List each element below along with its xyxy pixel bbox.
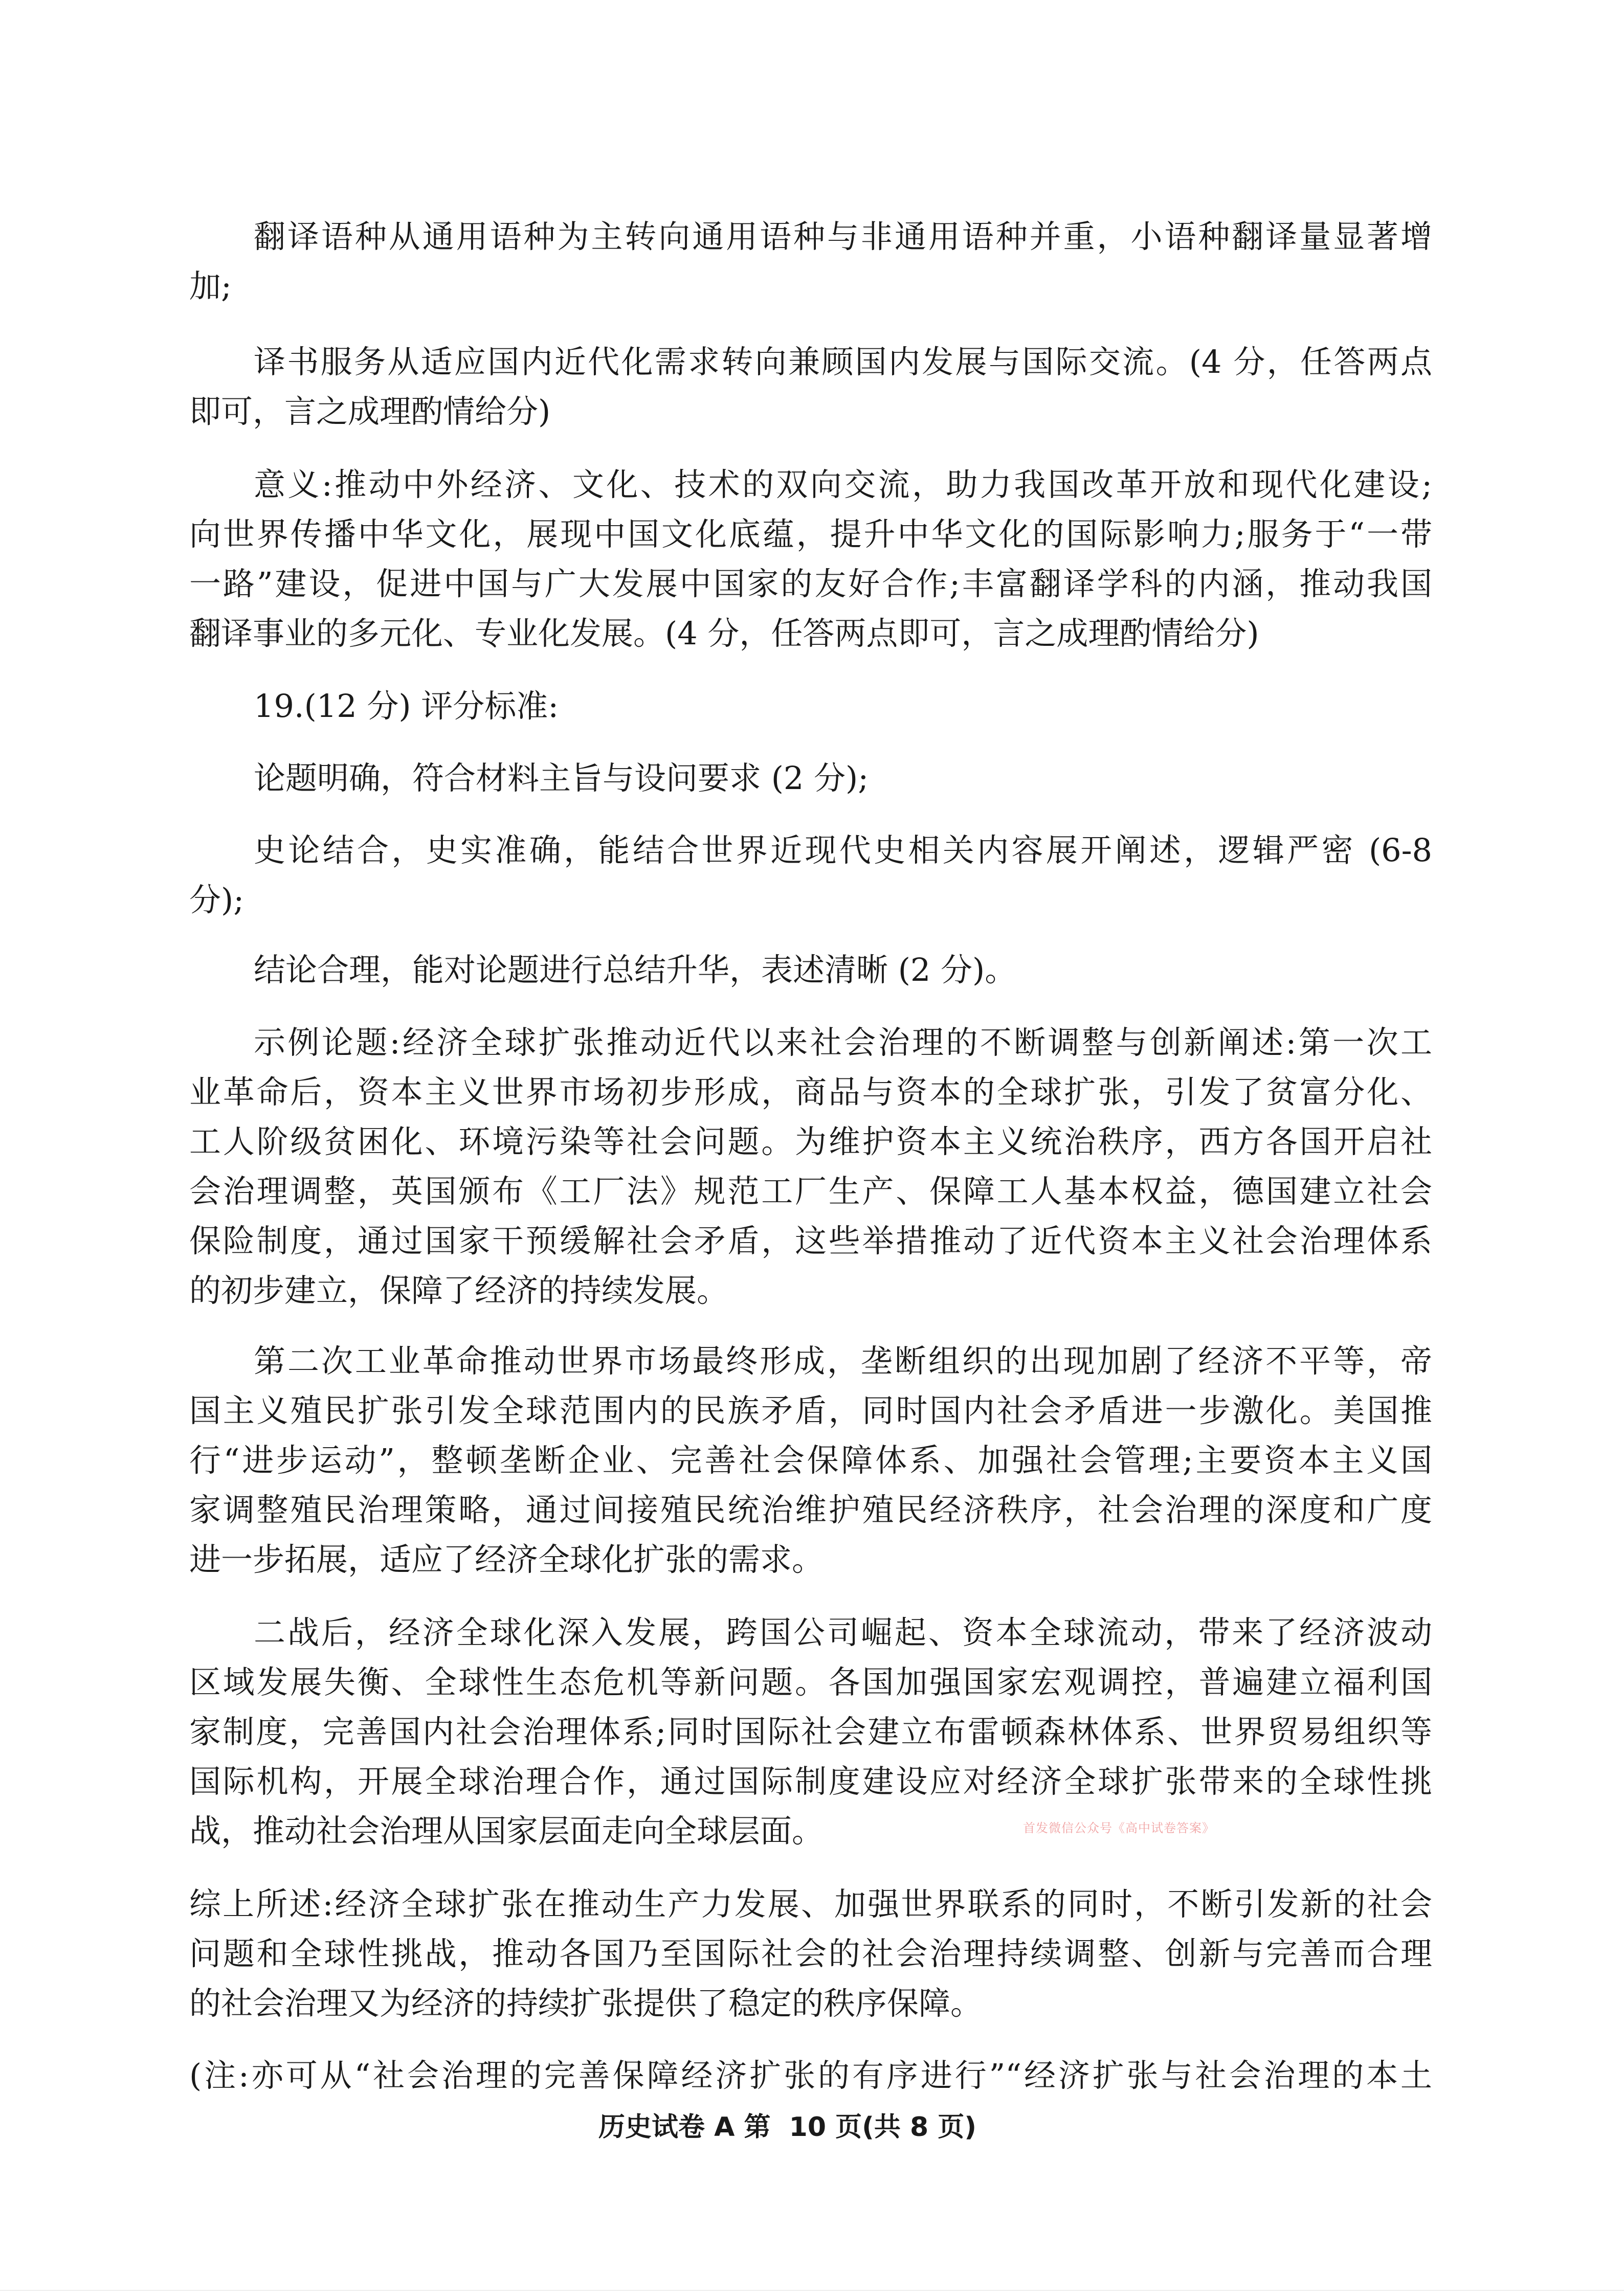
text-line: 家制度，完善国内社会治理体系;同时国际社会建立布雷顿森林体系、世界贸易组织等 — [189, 1713, 1432, 1750]
text-line: 问题和全球性挑战，推动各国乃至国际社会的社会治理持续调整、创新与完善而合理 — [189, 1935, 1432, 1972]
paragraph — [189, 2051, 1432, 2100]
paragraph — [189, 753, 1432, 803]
text-line: 业革命后，资本主义世界市场初步形成，商品与资本的全球扩张，引发了贫富分化、 — [189, 1073, 1432, 1111]
paragraph — [189, 1336, 1432, 1584]
text-line: 二战后，经济全球化深入发展，跨国公司崛起、资本全球流动，带来了经济波动 — [254, 1614, 1432, 1651]
paragraph — [189, 1879, 1432, 2028]
text-line: 家调整殖民治理策略，通过间接殖民统治维护殖民经济秩序，社会治理的深度和广度 — [189, 1491, 1432, 1528]
paragraph — [189, 1608, 1432, 1856]
text-line: 的社会治理又为经济的持续扩张提供了稳定的秩序保障。 — [189, 1985, 983, 2022]
text-line: 国主义殖民扩张引发全球范围内的民族矛盾，同时国内社会矛盾进一步激化。美国推 — [189, 1392, 1432, 1429]
text-line: 意义:推动中外经济、文化、技术的双向交流，助力我国改革开放和现代化建设; — [254, 466, 1432, 503]
text-line: 加; — [189, 267, 232, 305]
text-line: 结论合理，能对论题进行总结升华，表述清晰 (2 分)。 — [254, 951, 1017, 988]
paragraph — [189, 1018, 1432, 1315]
text-line: 进一步拓展，适应了经济全球化扩张的需求。 — [189, 1541, 824, 1578]
text-line: 国际机构，开展全球治理合作，通过国际制度建设应对经济全球扩张带来的全球性挑 — [189, 1763, 1432, 1800]
paragraph — [189, 945, 1432, 995]
text-line: 工人阶级贫困化、环境污染等社会问题。为维护资本主义统治秩序，西方各国开启社 — [189, 1123, 1432, 1160]
paragraph — [189, 460, 1432, 658]
text-line: 翻译语种从通用语种为主转向通用语种与非通用语种并重，小语种翻译量显著增 — [254, 218, 1432, 255]
paragraph — [189, 212, 1432, 311]
text-line: 会治理调整，英国颁布《工厂法》规范工厂生产、保障工人基本权益，德国建立社会 — [189, 1173, 1432, 1210]
text-line: 译书服务从适应国内近代化需求转向兼顾国内发展与国际交流。(4 分，任答两点 — [254, 343, 1432, 380]
text-line: 的初步建立，保障了经济的持续发展。 — [189, 1272, 729, 1309]
text-line: 战，推动社会治理从国家层面走向全球层面。 — [189, 1812, 824, 1850]
paragraph — [189, 681, 1432, 731]
text-line: 翻译事业的多元化、专业化发展。(4 分，任答两点即可，言之成理酌情给分) — [189, 615, 1259, 652]
text-line: 论题明确，符合材料主旨与设问要求 (2 分); — [254, 759, 869, 797]
text-line: 史论结合，史实准确，能结合世界近现代史相关内容展开阐述，逻辑严密 (6-8 — [254, 831, 1432, 869]
text-line: (注:亦可从“社会治理的完善保障经济扩张的有序进行”“经济扩张与社会治理的本土 — [189, 2057, 1432, 2094]
text-line: 示例论题:经济全球扩张推动近代以来社会治理的不断调整与创新阐述:第一次工 — [254, 1024, 1432, 1061]
text-line: 向世界传播中华文化，展现中国文化底蕴，提升中华文化的国际影响力;服务于“一带 — [189, 515, 1432, 553]
text-line: 综上所述:经济全球扩张在推动生产力发展、加强世界联系的同时，不断引发新的社会 — [189, 1885, 1432, 1923]
paragraph — [189, 337, 1432, 436]
page-footer: 历史试卷 A 第 10 页(共 8 页) — [598, 2112, 977, 2143]
watermark: 首发微信公众号《高中试卷答案》 — [1023, 1821, 1215, 1835]
text-line: 区域发展失衡、全球性生态危机等新问题。各国加强国家宏观调控，普遍建立福利国 — [189, 1663, 1432, 1701]
text-line: 保险制度，通过国家干预缓解社会矛盾，这些举措推动了近代资本主义社会治理体系 — [189, 1222, 1432, 1259]
text-line: 第二次工业革命推动世界市场最终形成，垄断组织的出现加剧了经济不平等，帝 — [254, 1342, 1432, 1380]
text-line: 分); — [189, 881, 244, 918]
page-edge — [0, 2290, 1624, 2291]
paragraph — [189, 825, 1432, 925]
text-line: 一路”建设，促进中国与广大发展中国家的友好合作;丰富翻译学科的内涵，推动我国 — [189, 565, 1432, 602]
text-line: 19.(12 分) 评分标准: — [254, 687, 559, 725]
text-line: 行“进步运动”，整顿垄断企业、完善社会保障体系、加强社会管理;主要资本主义国 — [189, 1442, 1432, 1479]
text-line: 即可，言之成理酌情给分) — [189, 393, 551, 430]
